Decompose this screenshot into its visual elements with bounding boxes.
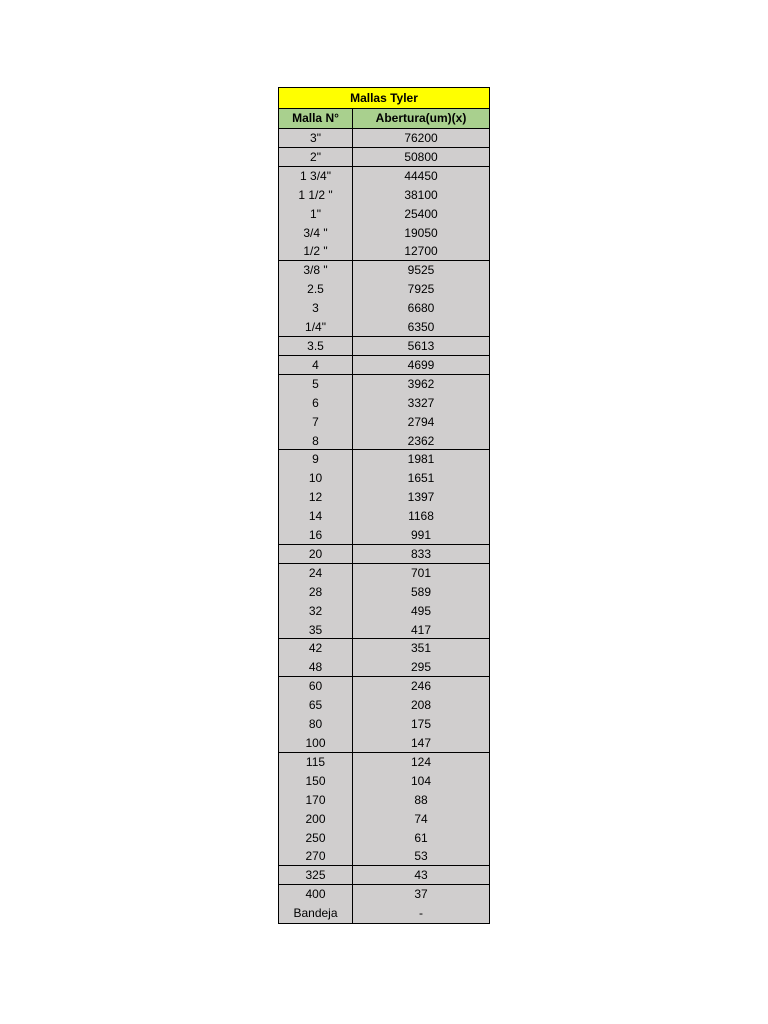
abertura-cell: 701 <box>410 565 432 580</box>
table-row <box>279 432 489 451</box>
malla-cell: 20 <box>279 545 353 563</box>
table-row <box>279 186 489 205</box>
abertura-cell: 991 <box>410 528 432 543</box>
abertura-cell: 88 <box>414 792 428 807</box>
abertura-cell: 9525 <box>407 263 435 278</box>
table-row <box>279 753 489 772</box>
malla-cell: 3 <box>279 299 353 318</box>
table-row <box>279 772 489 791</box>
table-row <box>279 280 489 299</box>
malla-cell: 80 <box>279 715 353 734</box>
abertura-cell: 6680 <box>407 301 435 316</box>
abertura-cell: 2794 <box>407 414 435 429</box>
abertura-cell: 53 <box>414 849 428 864</box>
table-row <box>279 829 489 848</box>
abertura-cell: 74 <box>414 811 428 826</box>
abertura-cell: 44450 <box>404 168 438 183</box>
malla-cell: 2.5 <box>279 280 353 299</box>
abertura-cell: 495 <box>410 603 432 618</box>
abertura-cell: 208 <box>410 698 432 713</box>
malla-cell: 5 <box>279 375 353 394</box>
table-row <box>279 375 489 394</box>
abertura-cell: 19050 <box>404 225 438 240</box>
malla-cell: 4 <box>279 356 353 374</box>
table-row <box>279 224 489 243</box>
abertura-cell: 295 <box>410 660 432 675</box>
table-row <box>279 791 489 810</box>
abertura-cell: 246 <box>410 679 432 694</box>
table-row <box>279 488 489 507</box>
abertura-cell: 104 <box>410 773 432 788</box>
malla-cell: 1/2 " <box>279 242 353 260</box>
malla-cell: 200 <box>279 810 353 829</box>
table-row <box>279 148 489 167</box>
mallas-tyler-table <box>278 87 490 924</box>
malla-cell: Bandeja <box>279 904 353 923</box>
table-row <box>279 602 489 621</box>
table-row <box>279 866 489 885</box>
abertura-cell: 7925 <box>407 282 435 297</box>
table-row <box>279 847 489 866</box>
abertura-cell: 147 <box>410 736 432 750</box>
header-row <box>279 109 489 129</box>
abertura-cell: 2362 <box>407 433 435 448</box>
table-row <box>279 129 489 148</box>
malla-cell: 28 <box>279 583 353 602</box>
abertura-cell: 5613 <box>407 338 435 353</box>
malla-cell: 1 1/2 " <box>279 186 353 205</box>
abertura-cell: 6350 <box>407 320 435 335</box>
abertura-cell: 4699 <box>407 357 435 372</box>
table-row <box>279 167 489 186</box>
abertura-cell: 38100 <box>404 187 438 202</box>
malla-cell: 16 <box>279 526 353 544</box>
table-row <box>279 337 489 356</box>
table-row <box>279 564 489 583</box>
malla-cell: 3.5 <box>279 337 353 355</box>
table-row <box>279 734 489 753</box>
malla-cell: 6 <box>279 394 353 413</box>
table-row <box>279 715 489 734</box>
abertura-cell: 1397 <box>407 490 435 505</box>
abertura-cell: 37 <box>414 887 428 902</box>
abertura-cell: 3327 <box>407 395 435 410</box>
malla-cell: 170 <box>279 791 353 810</box>
malla-cell: 35 <box>279 621 353 639</box>
malla-cell: 325 <box>279 866 353 884</box>
abertura-cell: 3962 <box>407 376 435 391</box>
malla-cell: 12 <box>279 488 353 507</box>
abertura-cell: 351 <box>410 641 432 656</box>
malla-cell: 32 <box>279 602 353 621</box>
table-row <box>279 356 489 375</box>
malla-cell: 24 <box>279 564 353 583</box>
table-row <box>279 507 489 526</box>
abertura-cell: - <box>419 906 423 921</box>
abertura-cell: 1168 <box>408 509 434 524</box>
malla-cell: 2" <box>279 148 353 166</box>
malla-cell: 8 <box>279 432 353 450</box>
table-row <box>279 677 489 696</box>
table-row <box>279 394 489 413</box>
malla-cell: 42 <box>279 639 353 658</box>
table-row <box>279 658 489 677</box>
table-row <box>279 621 489 640</box>
malla-cell: 400 <box>279 885 353 904</box>
abertura-cell: 589 <box>410 584 432 599</box>
malla-cell: 7 <box>279 413 353 432</box>
table-row <box>279 810 489 829</box>
malla-cell: 65 <box>279 696 353 715</box>
table-row <box>279 545 489 564</box>
table-row <box>279 639 489 658</box>
abertura-cell: 417 <box>410 622 432 637</box>
abertura-cell: 76200 <box>404 131 438 145</box>
header-malla: Malla N° <box>279 109 353 128</box>
malla-cell: 100 <box>279 734 353 752</box>
table-body <box>279 129 489 923</box>
malla-cell: 1/4" <box>279 318 353 336</box>
malla-cell: 1 3/4" <box>279 167 353 186</box>
table-row <box>279 469 489 488</box>
abertura-cell: 175 <box>410 717 432 732</box>
malla-cell: 10 <box>279 469 353 488</box>
abertura-cell: 43 <box>414 868 428 883</box>
table-row <box>279 526 489 545</box>
table-row <box>279 696 489 715</box>
table-row <box>279 583 489 602</box>
malla-cell: 250 <box>279 829 353 848</box>
table-row <box>279 450 489 469</box>
abertura-cell: 61 <box>414 830 428 845</box>
table-row <box>279 318 489 337</box>
malla-cell: 3/4 " <box>279 224 353 243</box>
table-row <box>279 904 489 923</box>
malla-cell: 14 <box>279 507 353 526</box>
table-row <box>279 299 489 318</box>
malla-cell: 1" <box>279 205 353 224</box>
abertura-cell: 50800 <box>404 149 438 164</box>
malla-cell: 3/8 " <box>279 261 353 280</box>
malla-cell: 150 <box>279 772 353 791</box>
header-abertura: Abertura(um)(x) <box>375 111 467 125</box>
malla-cell: 9 <box>279 450 353 469</box>
malla-cell: 270 <box>279 847 353 865</box>
table-row <box>279 885 489 904</box>
abertura-cell: 833 <box>410 546 432 561</box>
abertura-cell: 25400 <box>404 206 438 221</box>
abertura-cell: 12700 <box>404 244 438 259</box>
abertura-cell: 124 <box>410 754 432 769</box>
malla-cell: 3" <box>279 129 353 147</box>
table-row <box>279 261 489 280</box>
malla-cell: 60 <box>279 677 353 696</box>
malla-cell: 115 <box>279 753 353 772</box>
table-row <box>279 242 489 261</box>
table-row <box>279 205 489 224</box>
table-title: Mallas Tyler <box>279 88 489 109</box>
abertura-cell: 1651 <box>407 471 435 486</box>
abertura-cell: 1981 <box>407 452 435 467</box>
malla-cell: 48 <box>279 658 353 676</box>
table-row <box>279 413 489 432</box>
